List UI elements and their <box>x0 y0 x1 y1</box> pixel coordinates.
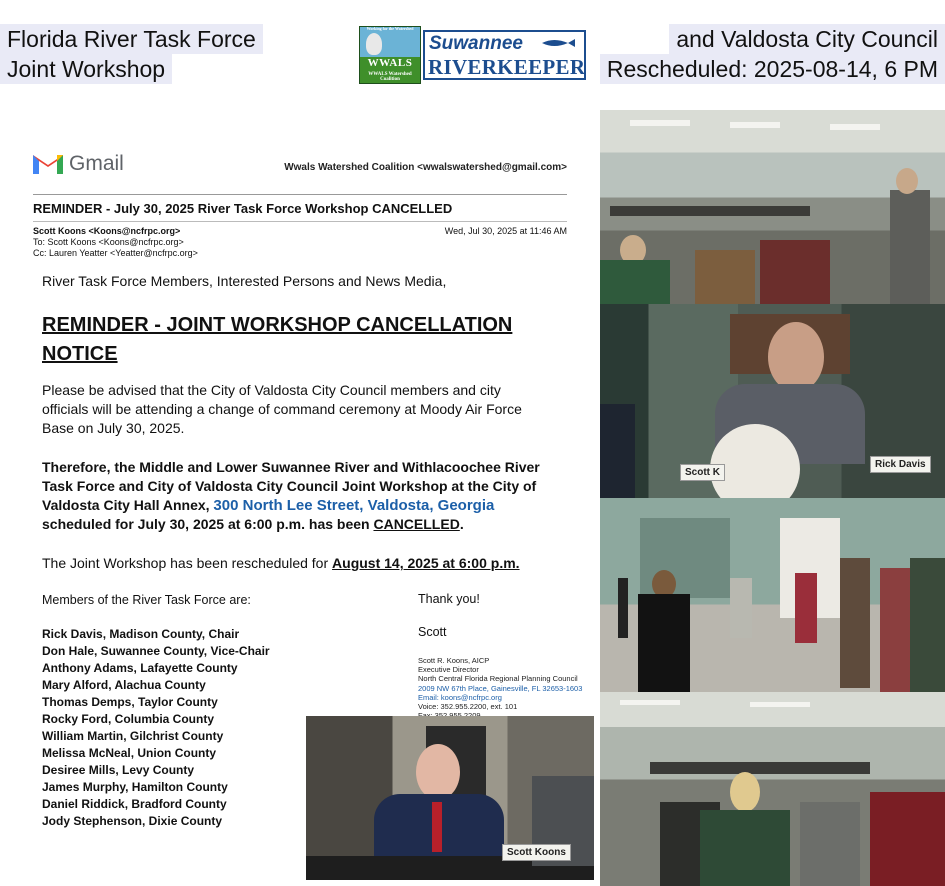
address-link[interactable]: 300 North Lee Street, Valdosta, Georgia <box>213 497 495 514</box>
heron-icon <box>366 33 382 55</box>
divider <box>33 194 567 195</box>
email-subject: REMINDER - July 30, 2025 River Task Force Workshop CANCELLED <box>33 201 453 216</box>
email-from: Scott Koons <Koons@ncfrpc.org> <box>33 226 181 236</box>
badge-text: WWALS <box>367 57 413 69</box>
wordmark-suwannee: Suwannee <box>429 33 523 54</box>
gmail-icon <box>33 152 63 174</box>
list-item: Rocky Ford, Columbia County <box>42 712 215 726</box>
badge-subtext: WWALS Watershed Coalition <box>368 72 412 82</box>
list-item: Rick Davis, Madison County, Chair <box>42 627 240 641</box>
thanks-text: Thank you! <box>418 592 480 606</box>
email-greeting: River Task Force Members, Interested Persons and News Media, <box>42 273 447 289</box>
suwannee-riverkeeper-logo <box>359 26 587 84</box>
members-heading: Members of the River Task Force are: <box>42 593 251 607</box>
header-title-line1: Florida River Task Force <box>0 24 263 54</box>
email-cc: Cc: Lauren Yeatter <Yeatter@ncfrpc.org> <box>33 248 198 258</box>
list-item: Anthony Adams, Lafayette County <box>42 661 238 675</box>
header-right-line2: Rescheduled: 2025-08-14, 6 PM <box>600 54 945 84</box>
email-signature: Scott R. Koons, AICP Executive Director North Central Florida Regional Planning Council 2009 NW 67th Place, Gainesville, FL 32653-1603 Email: koons@ncfrpc.org Voice: 352.955.2200, ext. 101 <box>418 656 583 712</box>
gmail-label: Gmail <box>69 152 124 175</box>
nameplate: Scott Koons <box>502 844 571 861</box>
list-item: Melissa McNeal, Union County <box>42 746 217 760</box>
cancelled-text: CANCELLED <box>373 516 460 532</box>
riverkeeper-wordmark <box>423 30 586 80</box>
account-label: Wwals Watershed Coalition <wwalswatershed@gmail.com> <box>284 162 567 173</box>
email-date: Wed, Jul 30, 2025 at 11:46 AM <box>444 226 567 236</box>
wordmark-riverkeeper: RIVERKEEPER <box>428 55 586 79</box>
meeting-room-photo-3 <box>600 692 945 886</box>
nameplate: Scott K <box>680 464 725 481</box>
notice-title: REMINDER - JOINT WORKSHOP CANCELLATION NOTICE <box>42 314 513 365</box>
list-item: Jody Stephenson, Dixie County <box>42 814 223 828</box>
divider <box>33 221 567 222</box>
meeting-room-photo-1 <box>600 110 945 304</box>
badge-top-text: Working for the Watershed <box>366 26 414 31</box>
paragraph-2: Therefore, the Middle and Lower Suwannee River and Withlacoochee River Task Force and City of Valdosta City Council Joint Workshop at the City of Valdosta City Hall Annex, 300 North Lee Street, Valdosta, Georgia scheduled for July 30, 2025 at 6:00 p.m. has been CANCELLED. <box>42 459 540 532</box>
wwals-badge-logo <box>359 26 421 84</box>
email-to: To: Scott Koons <Koons@ncfrpc.org> <box>33 237 184 247</box>
signature-email-link[interactable]: Email: koons@ncfrpc.org <box>418 692 502 702</box>
paragraph-3: The Joint Workshop has been rescheduled for August 14, 2025 at 6:00 p.m. <box>42 555 520 571</box>
header-right-line1: and Valdosta City Council <box>669 24 945 54</box>
header-title-line2: Joint Workshop <box>0 54 172 84</box>
speaker-photo <box>600 304 945 498</box>
list-item: Thomas Demps, Taylor County <box>42 695 218 709</box>
list-item: James Murphy, Hamilton County <box>42 780 228 794</box>
email-headers <box>33 226 198 259</box>
signoff-text: Scott <box>418 625 447 639</box>
nameplate: Rick Davis <box>870 456 931 473</box>
rescheduled-date: August 14, 2025 at 6:00 p.m. <box>332 555 520 571</box>
header-left <box>0 24 263 84</box>
members-list <box>42 626 270 830</box>
paragraph-1: Please be advised that the City of Valdosta City Council members and city officials will be attending a change of command ceremony at Moody Air Force Base on July 30, 2025. <box>42 382 522 436</box>
meeting-room-photo-2 <box>600 498 945 692</box>
list-item: Mary Alford, Alachua County <box>42 678 206 692</box>
gmail-header <box>33 152 124 176</box>
list-item: Desiree Mills, Levy County <box>42 763 195 777</box>
fish-icon <box>540 38 576 48</box>
scott-koons-photo <box>306 716 594 880</box>
header-right <box>600 24 945 84</box>
list-item: Don Hale, Suwannee County, Vice-Chair <box>42 644 270 658</box>
list-item: William Martin, Gilchrist County <box>42 729 224 743</box>
list-item: Daniel Riddick, Bradford County <box>42 797 227 811</box>
